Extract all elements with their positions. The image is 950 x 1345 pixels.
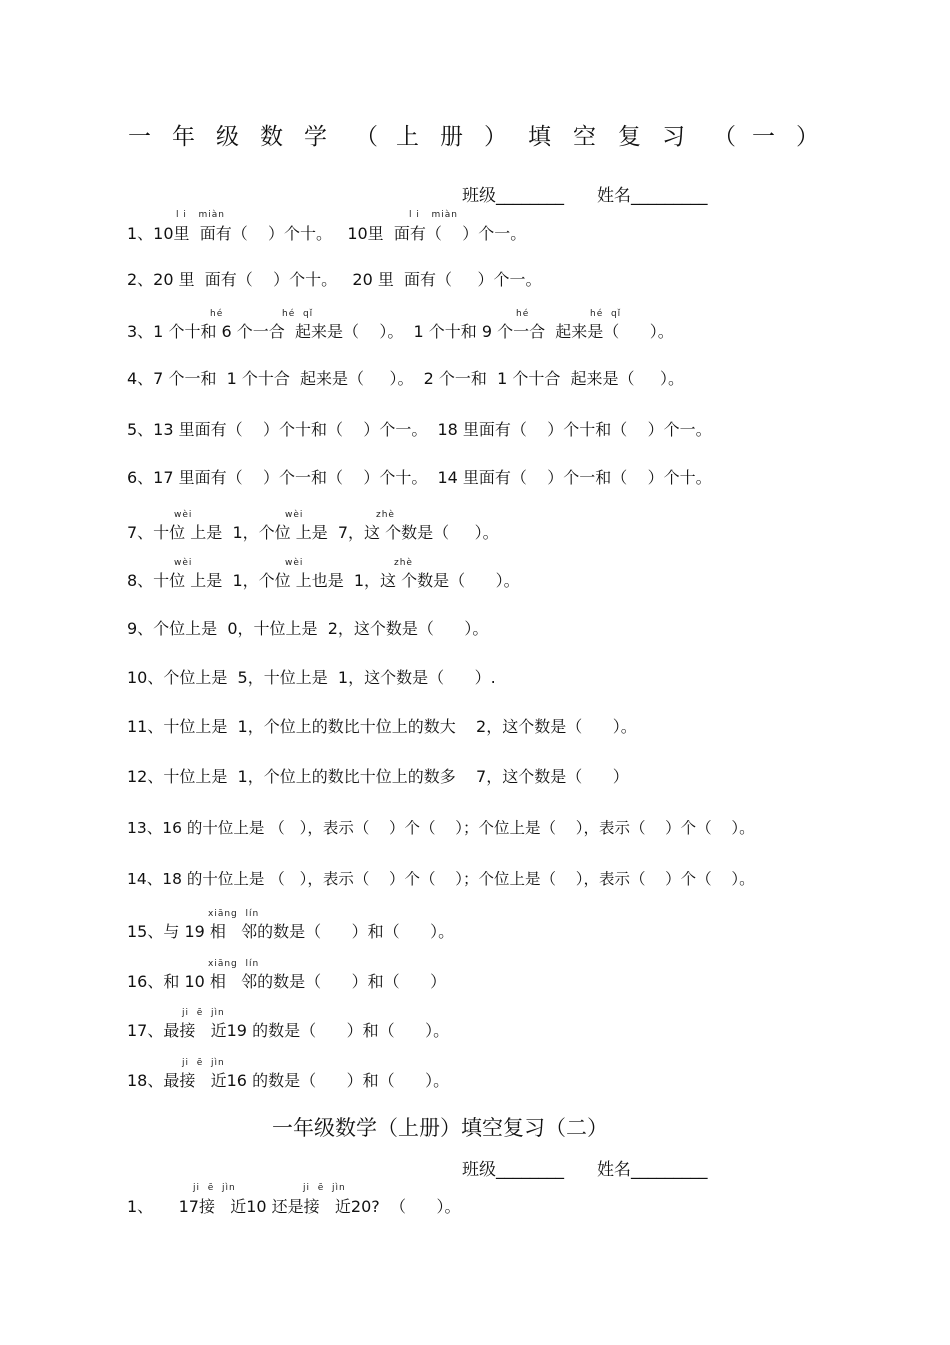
question-12: 12、十位上是 1，个位上的数比十位上的数多 7，这个数是（ ）: [127, 767, 629, 786]
question-7: 7、十位 上是 1，个位 上是 7，这 个数是（ ）。: [127, 523, 499, 542]
question-18: 18、最接 近16 的数是（ ）和（ ）。: [127, 1071, 450, 1090]
question-11: 11、十位上是 1，个位上的数比十位上的数大 2，这个数是（ ）。: [127, 717, 637, 736]
question-10: 10、个位上是 5，十位上是 1，这个数是（ ）.: [127, 668, 496, 687]
pinyin-annotation: wèi: [285, 510, 304, 520]
pinyin-annotation: hé qǐ: [282, 309, 314, 319]
question-9: 9、个位上是 0，十位上是 2，这个数是（ ）。: [127, 619, 489, 638]
question-8: 8、十位 上是 1，个位 上也是 1，这 个数是（ ）。: [127, 571, 520, 590]
pinyin-annotation: l i miàn: [176, 210, 225, 220]
title-char: 上: [396, 124, 419, 150]
pinyin-annotation: ji ē jìn: [193, 1183, 236, 1193]
title-char: 一: [752, 124, 775, 150]
class-field: 班级________: [462, 1160, 564, 1180]
pinyin-annotation: wèi: [174, 558, 193, 568]
question-4: 4、7 个一和 1 个十合 起来是（ ）。 2 个一和 1 个十合 起来是（ ）。: [127, 369, 684, 388]
pinyin-annotation: hé: [516, 309, 530, 319]
question-6: 6、17 里面有（ ）个一和（ ）个十。 14 里面有（ ）个一和（ ）个十。: [127, 468, 712, 487]
question-1: 1、10里 面有（ ）个十。 10里 面有（ ）个一。: [127, 224, 527, 243]
pinyin-annotation: l i miàn: [409, 210, 458, 220]
title-char: 数: [260, 124, 283, 150]
class-field: 班级________: [462, 186, 564, 206]
title-char: 习: [662, 124, 685, 150]
pinyin-annotation: hé qǐ: [590, 309, 622, 319]
pinyin-annotation: zhè: [376, 510, 395, 520]
question-17: 17、最接 近19 的数是（ ）和（ ）。: [127, 1021, 450, 1040]
question-15: 15、与 19 相 邻的数是（ ）和（ ）。: [127, 922, 455, 941]
pinyin-annotation: ji ē jìn: [303, 1183, 346, 1193]
title-char: （: [713, 124, 736, 150]
page-title: [0, 118, 950, 148]
pinyin-annotation: ji ē jìn: [182, 1008, 225, 1018]
title-char: 年: [172, 124, 195, 150]
title-char: ）: [484, 124, 507, 150]
name-field: 姓名_________: [597, 1160, 708, 1180]
question-16: 16、和 10 相 邻的数是（ ）和（ ）: [127, 972, 447, 991]
question-13: 13、16 的十位上是 （ ），表示（ ）个（ ）；个位上是（ ），表示（ ）个（ ）。: [127, 819, 755, 837]
pinyin-annotation: wèi: [285, 558, 304, 568]
title-char: 册: [440, 124, 463, 150]
title-char: 填: [528, 124, 551, 150]
pinyin-annotation: zhè: [394, 558, 413, 568]
question-3: 3、1 个十和 6 个一合 起来是（ ）。 1 个十和 9 个一合 起来是（ ）。: [127, 322, 674, 341]
title-char: ）: [796, 124, 819, 150]
title-char: 空: [573, 124, 596, 150]
title-char: 一: [128, 124, 151, 150]
pinyin-annotation: xiāng lín: [208, 959, 260, 969]
title-char: 级: [216, 124, 239, 150]
question-s2-1: 1、 17接 近10 还是接 近20? （ ）。: [127, 1197, 461, 1216]
title-char: 学: [304, 124, 327, 150]
pinyin-annotation: wèi: [174, 510, 193, 520]
question-5: 5、13 里面有（ ）个十和（ ）个一。 18 里面有（ ）个十和（ ）个一。: [127, 420, 712, 439]
title-char: （: [355, 124, 378, 150]
question-2: 2、20 里 面有（ ）个十。 20 里 面有（ ）个一。: [127, 270, 542, 289]
question-14: 14、18 的十位上是 （ ），表示（ ）个（ ）；个位上是（ ），表示（ ）个（ ）。: [127, 870, 755, 888]
pinyin-annotation: xiāng lín: [208, 909, 260, 919]
pinyin-annotation: hé: [210, 309, 224, 319]
section-2-title: 一年级数学（上册）填空复习（二）: [272, 1116, 608, 1140]
pinyin-annotation: ji ē jìn: [182, 1058, 225, 1068]
title-char: 复: [618, 124, 641, 150]
name-field: 姓名_________: [597, 186, 708, 206]
